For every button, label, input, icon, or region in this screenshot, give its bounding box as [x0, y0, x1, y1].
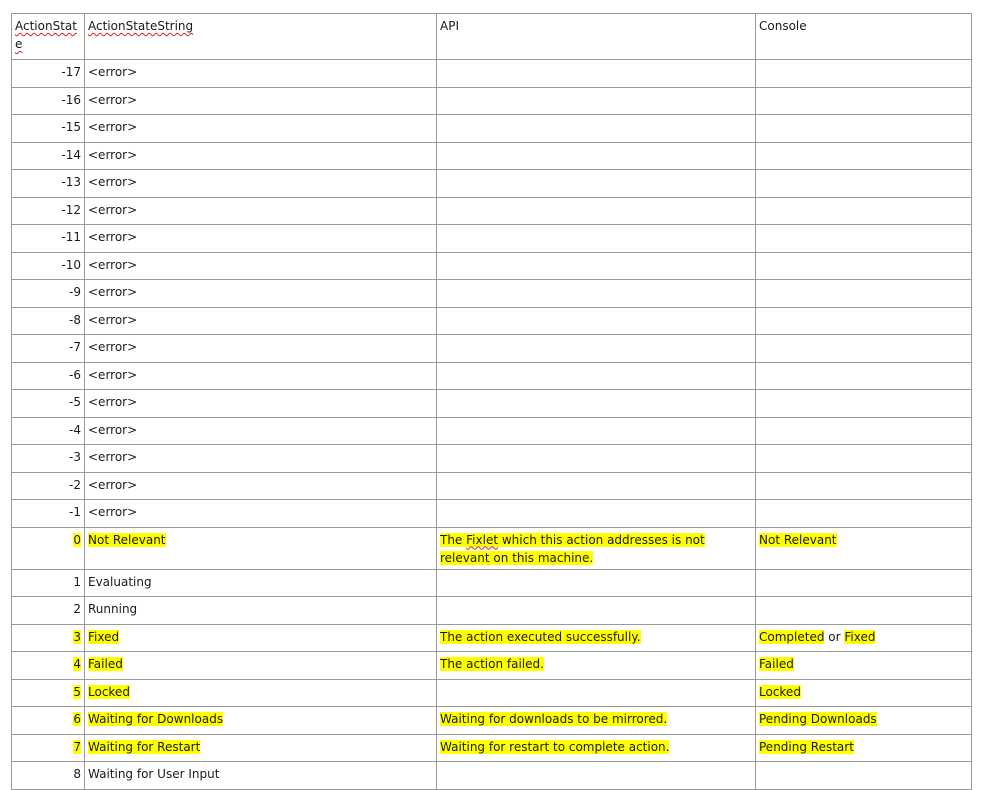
action-state-cell	[12, 652, 85, 680]
action-state-string-value: Waiting for Restart	[88, 739, 201, 754]
action-state-cell	[12, 707, 85, 735]
action-state-cell: -10	[12, 252, 85, 280]
api-cell	[437, 597, 756, 625]
table-row	[12, 652, 972, 680]
api-cell	[437, 472, 756, 500]
api-cell	[437, 115, 756, 143]
action-state-string-value: Waiting for Downloads	[88, 712, 224, 726]
api-cell	[437, 170, 756, 198]
console-cell	[756, 762, 972, 790]
action-state-string-cell	[85, 734, 437, 762]
api-cell	[437, 60, 756, 88]
api-cell	[437, 527, 756, 569]
table-row	[12, 417, 972, 445]
console-cell: Completed or Fixed	[756, 624, 972, 652]
table-row	[12, 170, 972, 198]
action-state-cell: -4	[12, 417, 85, 445]
action-state-cell: -17	[12, 60, 85, 88]
console-cell	[756, 307, 972, 335]
action-state-string-cell: <error>	[85, 87, 437, 115]
action-state-string-cell: <error>	[85, 445, 437, 473]
console-cell	[756, 142, 972, 170]
action-state-string-cell: <error>	[85, 362, 437, 390]
table-row	[12, 679, 972, 707]
table-row	[12, 87, 972, 115]
action-state-cell: -3	[12, 445, 85, 473]
action-state-string-cell	[85, 652, 437, 680]
api-cell	[437, 624, 756, 652]
api-value: The action failed.	[440, 657, 544, 671]
header-console: Console	[756, 14, 972, 60]
console-cell	[756, 225, 972, 253]
header-action-state: ActionState	[12, 14, 85, 60]
action-state-value: 7	[73, 739, 81, 754]
api-cell	[437, 762, 756, 790]
action-state-value: 5	[73, 684, 81, 699]
action-state-cell	[12, 624, 85, 652]
header-api: API	[437, 14, 756, 60]
action-state-value: 6	[73, 712, 81, 726]
console-cell	[756, 707, 972, 735]
action-state-string-cell: Running	[85, 597, 437, 625]
action-state-cell	[12, 734, 85, 762]
action-state-cell	[12, 679, 85, 707]
action-state-value: 4	[73, 657, 81, 671]
table-row	[12, 225, 972, 253]
console-value: Pending Restart	[759, 739, 854, 754]
action-state-cell: -9	[12, 280, 85, 308]
api-cell	[437, 679, 756, 707]
header-row	[12, 14, 972, 60]
action-state-string-cell: <error>	[85, 197, 437, 225]
console-cell	[756, 252, 972, 280]
action-state-cell: -11	[12, 225, 85, 253]
api-cell	[437, 307, 756, 335]
table-row	[12, 527, 972, 569]
console-cell	[756, 280, 972, 308]
action-state-string-cell: Evaluating	[85, 569, 437, 597]
action-state-cell: -2	[12, 472, 85, 500]
console-cell	[756, 500, 972, 528]
action-state-string-cell: <error>	[85, 472, 437, 500]
api-value: The Fixlet which this action addresses is not relevant on this machine.	[440, 532, 705, 565]
action-state-string-cell: <error>	[85, 500, 437, 528]
table-row	[12, 472, 972, 500]
action-state-cell: 1	[12, 569, 85, 597]
action-state-string-cell: <error>	[85, 307, 437, 335]
api-cell	[437, 335, 756, 363]
table-row	[12, 624, 972, 652]
api-cell	[437, 652, 756, 680]
api-cell	[437, 707, 756, 735]
action-state-string-cell: <error>	[85, 142, 437, 170]
api-value: Waiting for downloads to be mirrored.	[440, 712, 668, 726]
table-row	[12, 734, 972, 762]
action-state-cell: -5	[12, 390, 85, 418]
table-row	[12, 280, 972, 308]
table-row	[12, 335, 972, 363]
table-row	[12, 762, 972, 790]
table-row	[12, 362, 972, 390]
header-action-state-string: ActionStateString	[85, 14, 437, 60]
console-value: Pending Downloads	[759, 712, 877, 726]
action-state-value: 0	[73, 532, 81, 547]
table-row	[12, 445, 972, 473]
console-cell	[756, 115, 972, 143]
action-state-cell: 8	[12, 762, 85, 790]
action-state-cell: -1	[12, 500, 85, 528]
action-state-string-value: Not Relevant	[88, 532, 166, 547]
console-cell	[756, 679, 972, 707]
action-state-cell: 2	[12, 597, 85, 625]
api-cell	[437, 417, 756, 445]
action-state-table	[11, 13, 972, 790]
console-cell	[756, 362, 972, 390]
action-state-string-cell: <error>	[85, 252, 437, 280]
console-cell	[756, 390, 972, 418]
console-cell	[756, 652, 972, 680]
api-cell	[437, 390, 756, 418]
api-cell	[437, 252, 756, 280]
api-value: Waiting for restart to complete action.	[440, 739, 670, 754]
action-state-string-value: Failed	[88, 657, 123, 671]
api-cell	[437, 569, 756, 597]
console-value: Not Relevant	[759, 532, 837, 547]
console-cell	[756, 335, 972, 363]
console-cell	[756, 60, 972, 88]
api-cell	[437, 362, 756, 390]
action-state-cell	[12, 527, 85, 569]
action-state-string-cell: <error>	[85, 390, 437, 418]
api-cell	[437, 445, 756, 473]
table-row	[12, 60, 972, 88]
console-cell	[756, 445, 972, 473]
table-row	[12, 197, 972, 225]
table-row	[12, 307, 972, 335]
action-state-value: 3	[73, 629, 81, 644]
console-cell	[756, 197, 972, 225]
action-state-string-cell: <error>	[85, 115, 437, 143]
action-state-string-cell	[85, 624, 437, 652]
action-state-string-cell: <error>	[85, 225, 437, 253]
api-cell	[437, 280, 756, 308]
api-cell	[437, 225, 756, 253]
action-state-string-cell: <error>	[85, 335, 437, 363]
action-state-string-cell	[85, 707, 437, 735]
action-state-cell: -16	[12, 87, 85, 115]
action-state-cell: -6	[12, 362, 85, 390]
table-row	[12, 569, 972, 597]
table-row	[12, 707, 972, 735]
console-cell	[756, 734, 972, 762]
console-cell	[756, 597, 972, 625]
action-state-string-cell: <error>	[85, 280, 437, 308]
console-cell	[756, 417, 972, 445]
action-state-cell: -12	[12, 197, 85, 225]
api-cell	[437, 142, 756, 170]
api-cell	[437, 500, 756, 528]
action-state-string-cell: <error>	[85, 170, 437, 198]
console-cell	[756, 170, 972, 198]
api-cell	[437, 734, 756, 762]
api-value: The action executed successfully.	[440, 629, 641, 644]
console-value: Fixed	[844, 629, 876, 644]
console-cell	[756, 527, 972, 569]
console-value: Completed	[759, 629, 825, 644]
action-state-cell: -8	[12, 307, 85, 335]
action-state-string-cell: <error>	[85, 60, 437, 88]
action-state-cell: -15	[12, 115, 85, 143]
action-state-string-cell: Waiting for User Input	[85, 762, 437, 790]
action-state-string-value: Locked	[88, 684, 130, 699]
console-cell	[756, 472, 972, 500]
console-cell	[756, 569, 972, 597]
table-row	[12, 142, 972, 170]
table-row	[12, 115, 972, 143]
action-state-cell: -13	[12, 170, 85, 198]
table-row	[12, 390, 972, 418]
api-cell	[437, 197, 756, 225]
console-cell	[756, 87, 972, 115]
table-row	[12, 252, 972, 280]
api-cell	[437, 87, 756, 115]
console-value: Failed	[759, 657, 794, 671]
action-state-cell: -14	[12, 142, 85, 170]
console-value: Locked	[759, 684, 801, 699]
action-state-string-cell: <error>	[85, 417, 437, 445]
action-state-cell: -7	[12, 335, 85, 363]
action-state-string-cell	[85, 527, 437, 569]
table-row	[12, 500, 972, 528]
table-row	[12, 597, 972, 625]
action-state-string-value: Fixed	[88, 629, 120, 644]
action-state-string-cell	[85, 679, 437, 707]
